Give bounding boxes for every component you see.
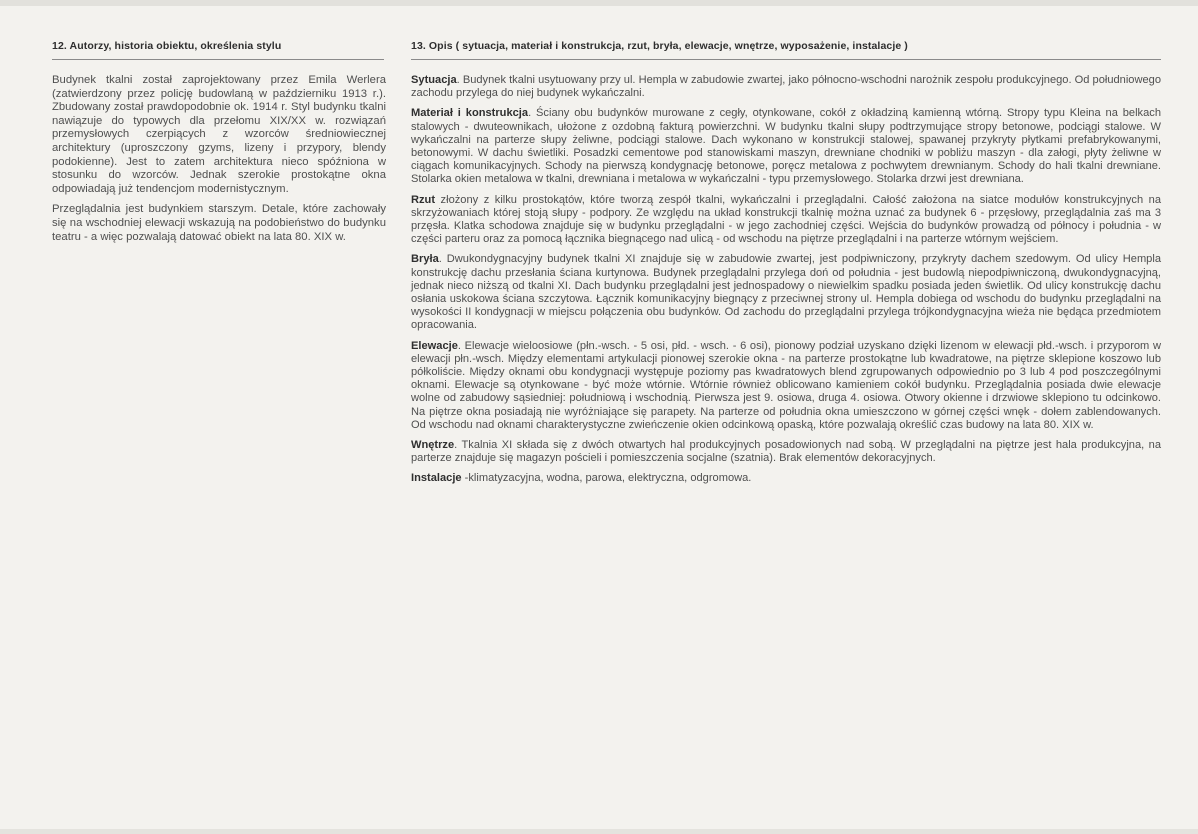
paragraph-text: . Elewacje wieloosiowe (płn.-wsch. - 5 osi, płd. - wsch. - 6 osi), pionowy podział uzyskano dzięki lizenom w elewacji płd.-wsch. i przyporom w elewacji płn.-wsch. Między elementami artykulacji pionowej szerokie okna - na parterze prostokątne lub kwadratowe, na piętrze sklepione koszowo lub półkoliście. Między oknami obu kondygnacji występuje poziomy pas kwadratowych blend zgrupowanych odpowiednio po 3 lub 4 pod poszczególnymi oknami. Elewacje są otynkowane - być może wtórnie. Wtórnie również oblicowano kamieniem cokół budynku. Przeglądalnia posiada dwie elewacje wolne od zabudowy sąsiedniej: południową i wschodnią. Pierwsza jest 9. osiowa, druga 4. osiowa. Otwory okienne i drzwiowe sklepiono tu odcinkowo. Na piętrze okna posiadają nie wyróżniające się parapety. Na parterze od południa okna umieszczono w górnej części wnęk - dołem zablendowanych. Od wschodu nad oknami charakterystyczne zwieńczenie okien odcinkową opaską, które pozwalają określić czas budowy na lata 80. XIX w.	[411, 339, 1161, 431]
paragraph-lead: Rzut	[411, 193, 436, 206]
section-description	[411, 40, 1161, 493]
history-paragraph: Przeglądalnia jest budynkiem starszym. Detale, które zachowały się na wschodniej elewacji wskazują na podobieństwo do budynku teatru - a więc pozwalają datować obiekt na lata 80. XIX w.	[52, 203, 386, 243]
section-description-heading: 13. Opis ( sytuacja, materiał i konstrukcja, rzut, bryła, elewacje, wnętrze, wyposażenie, instalacje )	[411, 40, 1161, 60]
scan-edge-bottom	[0, 829, 1198, 834]
paragraph-text: . Budynek tkalni usytuowany przy ul. Hempla w zabudowie zwartej, jako północno-wschodni narożnik zespołu produkcyjnego. Od południowego zachodu przylega do niej budynek wykańczalni.	[411, 74, 1161, 100]
description-paragraph-massing	[411, 253, 1161, 332]
section-history	[52, 40, 386, 251]
paragraph-text: -klimatyzacyjna, wodna, parowa, elektryczna, odgromowa.	[461, 472, 752, 485]
description-paragraph-interior	[411, 439, 1161, 465]
paragraph-text: . Tkalnia XI składa się z dwóch otwartych hal produkcyjnych posadowionych nad sobą. W przeglądalni na piętrze jest hala produkcyjna, na parterze znajduje się magazyn pościeli i pomieszczenia socjalne (szatnia). Brak elementów dekoracyjnych.	[411, 439, 1161, 465]
paragraph-text: złożony z kilku prostokątów, które tworzą zespół tkalni, wykańczalni i przeglądalni. Całość założona na siatce modułów konstrukcyjnych na skrzyżowaniach której stoją słupy - podpory. Ze względu na układ konstrukcji tkalnię można uznać za budynek 6 - przęsłowy, przeglądalnia zaś ma 3 przęsła. Klatka schodowa znajduje się w budynku przeglądalni - w jego zachodniej części. Wejścia do budynków prowadzą od północy i południa - w części parteru oraz za pomocą łącznika biegnącego nad ulicą - od wschodu na piętrze przeglądalni i na parterze wtórnym wejściem.	[411, 193, 1161, 246]
paragraph-lead: Wnętrze	[411, 439, 455, 452]
paragraph-text: . Ściany obu budynków murowane z cegły, otynkowane, cokół z okładziną kamienną wtórną. Stropy typu Kleina na belkach stalowych - dwuteownikach, ułożone z ozdobną fakturą powierzchni. W budynku tkalni słupy podtrzymujące stropy betonowe, podciągi stalowe. W wykańczalni na parterze słupy żeliwne, podciągi stalowe. Dach wykonano w konstrukcji stalowej, spawanej przykryty płytkami prefabrykowanymi, betonowymi. W dachu świetliki. Posadzki cementowe pod stanowiskami maszyn, drewniane chodniki w pobliżu maszyn - dla załogi, płyty żeliwne w ciągach komunikacyjnych. Schody na pierwszą kondygnację betonowe, poręcz metalowa z pochwytem drewnianym. Schody do hali tkalni drewniane. Stolarka okien metalowa w tkalni, drewniana i metalowa w wykańczalni - typu przemysłowego. Stolarka drzwi jest drewniana.	[411, 107, 1161, 186]
paragraph-lead: Instalacje	[411, 472, 462, 485]
scan-edge-top	[0, 0, 1198, 6]
paragraph-lead: Materiał i konstrukcja	[411, 107, 529, 120]
description-paragraph-situation	[411, 74, 1161, 100]
section-history-heading: 12. Autorzy, historia obiektu, określenia stylu	[52, 40, 384, 60]
history-paragraph: Budynek tkalni został zaprojektowany przez Emila Werlera (zatwierdzony przez policję budowlaną w październiku 1913 r.). Zbudowany został prawdopodobnie ok. 1914 r. Styl budynku tkalni nawiązuje do typowych dla przełomu XIX/XX w. rozwiązań przemysłowych czerpiących z wzorców średniowiecznej architektury (uproszczony gzyms, lizeny i przypory, blendy podokienne). Jest to zatem architektura nieco spóźniona w stosunku do wzorców. Jednak szerokie prostokątne okna odpowiadają już tendencjom modernistycznym.	[52, 74, 386, 195]
description-paragraph-plan	[411, 194, 1161, 247]
description-paragraph-material	[411, 107, 1161, 186]
paragraph-lead: Bryła	[411, 253, 439, 266]
paragraph-text: . Dwukondygnacyjny budynek tkalni XI znajduje się w zabudowie zwartej, jest podpiwniczony, przykryty dachem szedowym. Od ulicy Hempla konstrukcję dachu przesłania ściana kurtynowa. Budynek przeglądalni przylega doń od południa - jest budowlą niepodpiwniczoną, dwukondygnacyjną, jednak nieco niższą od tkalni XI. Dach budynku przeglądalni jest jednospadowy o niewielkim spadku posiada jeden świetlik. Od ulicy konstrukcję dachu osłania uskokowa ściana szczytowa. Łącznik komunikacyjny biegnący z przeciwnej strony ul. Hempla dobiega od wschodu do budynku przeglądalni na wysokości II kondygnacji w miejscu połączenia obu budynków. Od zachodu do przeglądalni przylega trójkondygnacyjna wieża nie będąca przedmiotem opracowania.	[411, 253, 1161, 332]
description-paragraph-installations	[411, 472, 1161, 485]
paragraph-lead: Sytuacja	[411, 74, 457, 86]
paragraph-lead: Elewacje	[411, 339, 458, 352]
description-paragraph-elevations	[411, 340, 1161, 432]
